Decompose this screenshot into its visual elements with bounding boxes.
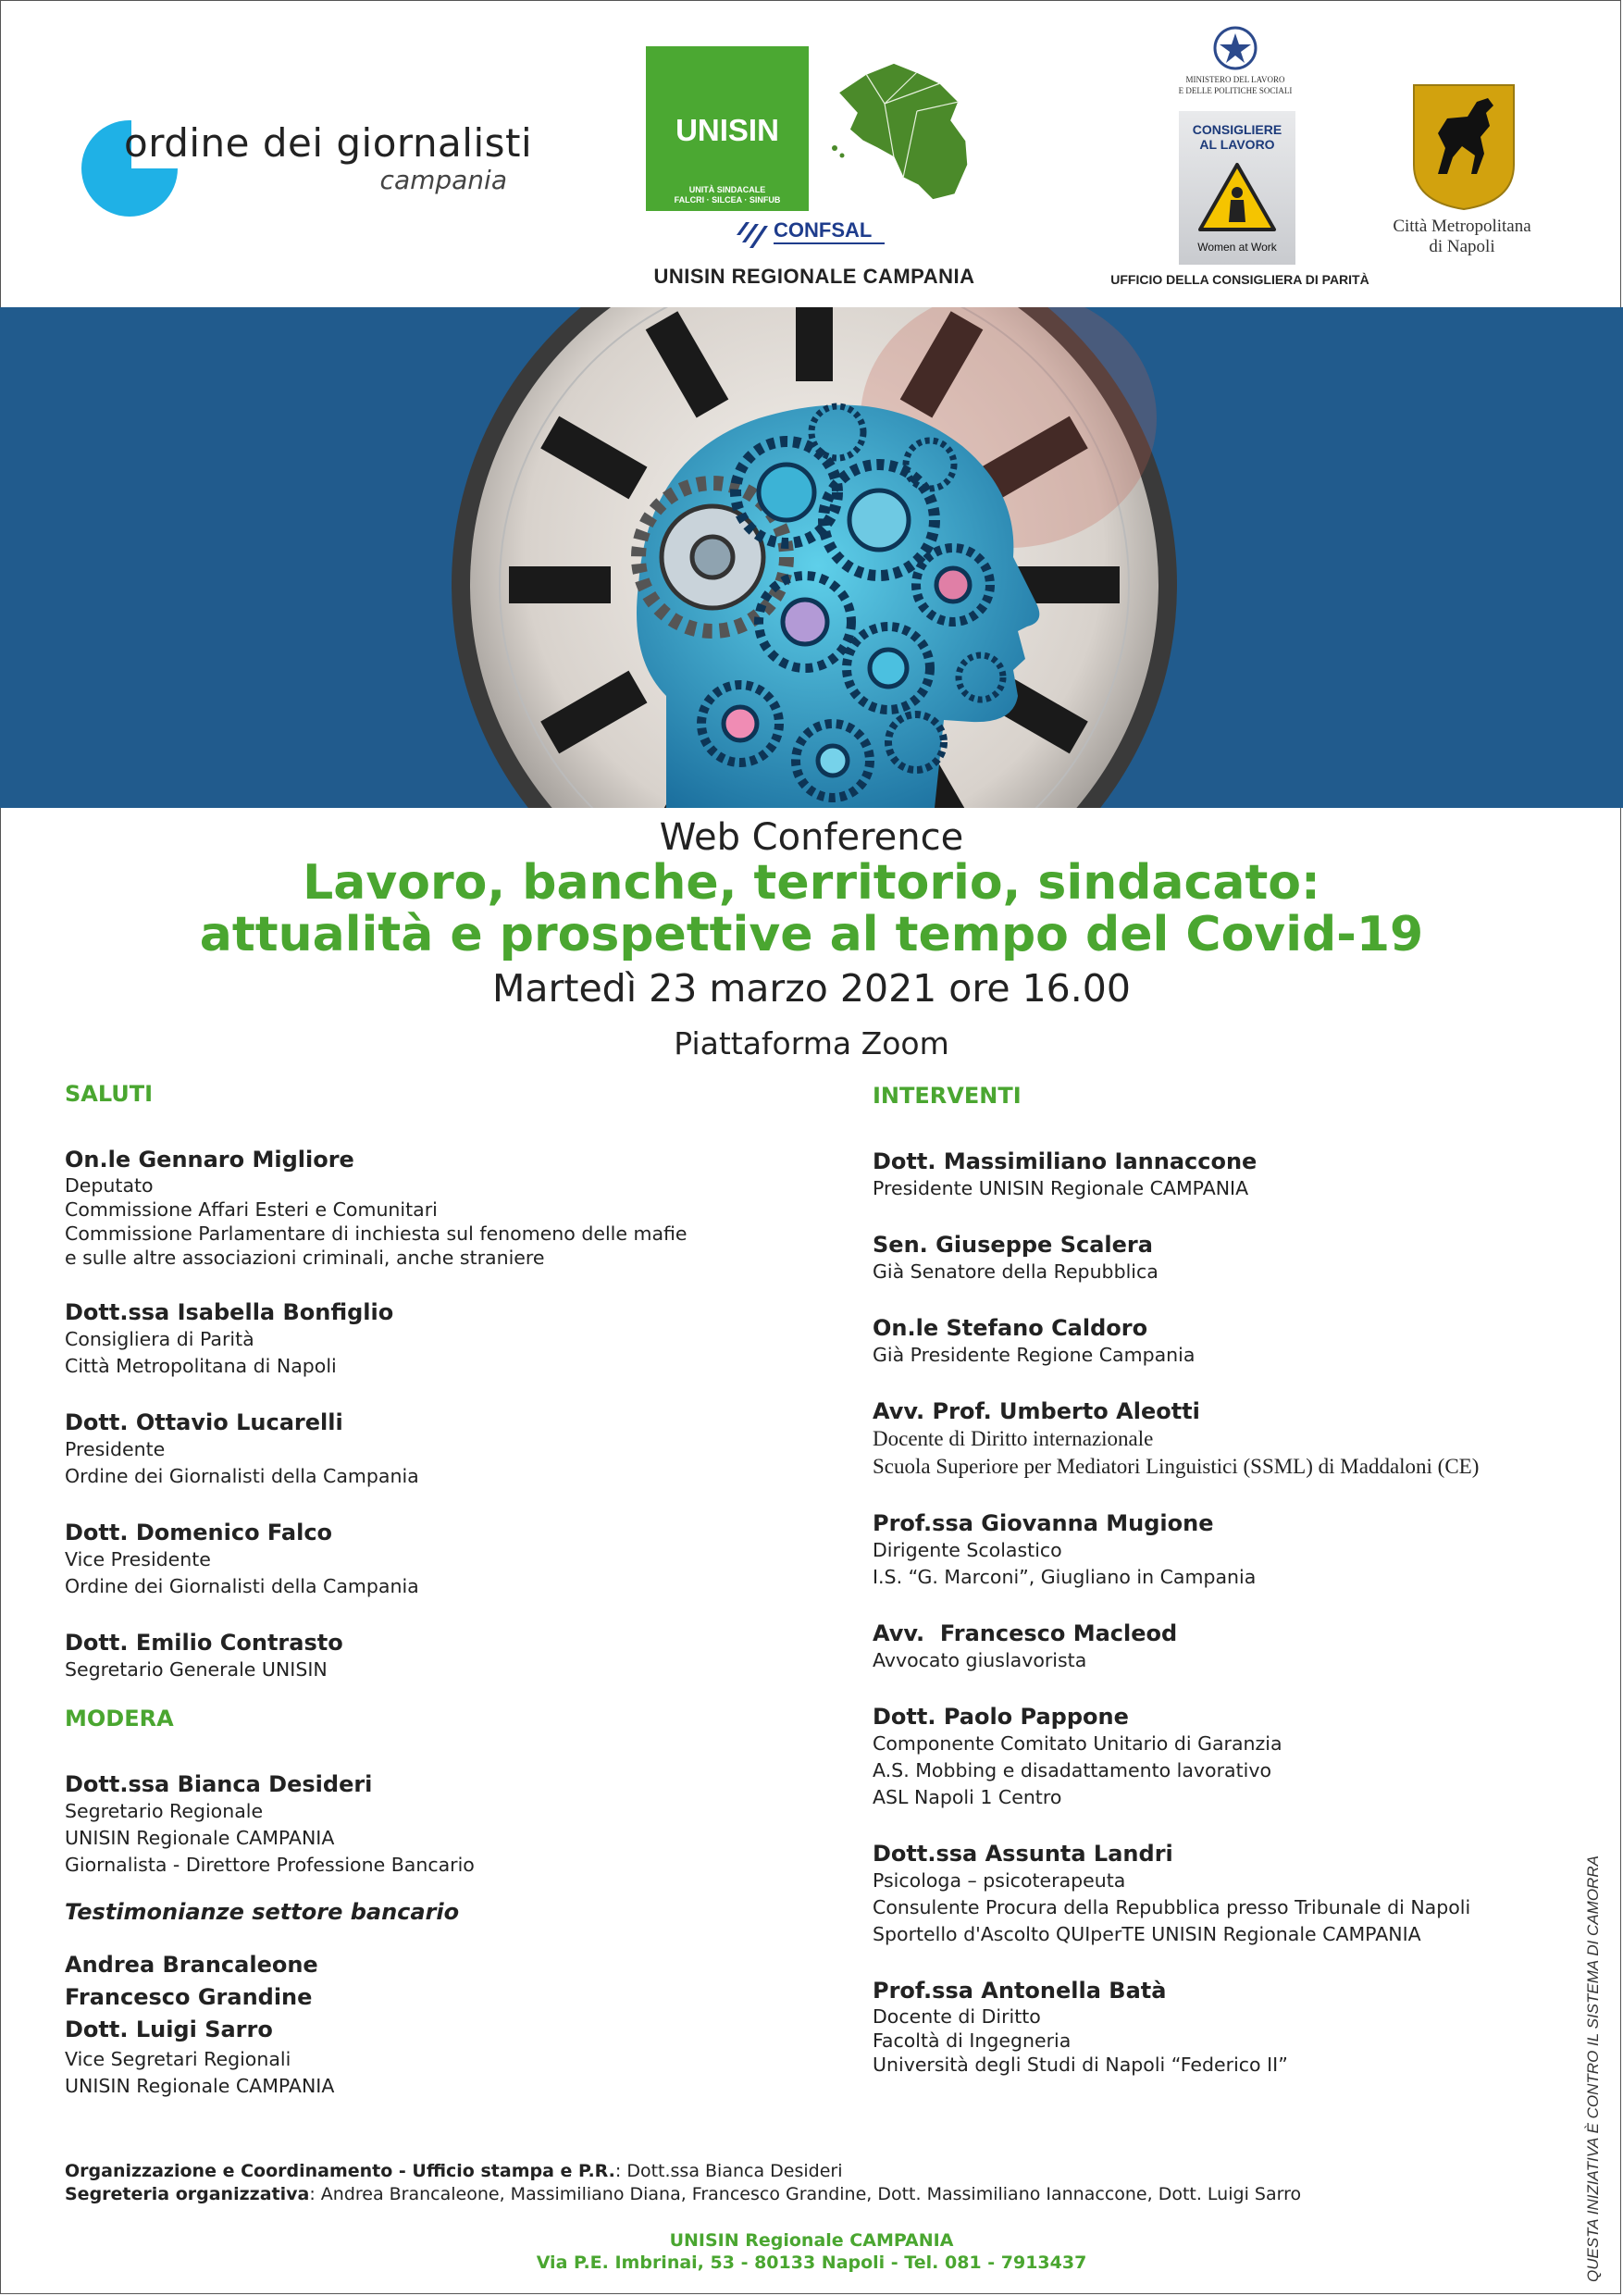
witnesses: Andrea Brancaleone Francesco Grandine Dott. Luigi Sarro Vice Segretari Regionali UNISIN Regionale CAMPANIA	[65, 1949, 768, 2100]
speaker: Prof.ssa Antonella Batà Docente di Diritto Facoltà di Ingegneria Università degli Studi di Napoli “Federico II”	[873, 1977, 1585, 2077]
odg-subtitle: campania	[379, 165, 507, 195]
speaker-name: Dott. Emilio Contrasto	[65, 1630, 343, 1656]
speaker: Dott. Ottavio Lucarelli Presidente Ordine dei Giornalisti della Campania	[65, 1409, 768, 1490]
italy-emblem-icon	[1212, 24, 1258, 74]
speaker: Dott. Paolo Pappone Componente Comitato Unitario di Garanzia A.S. Mobbing e disadattamento lavorativo ASL Napoli 1 Centro	[873, 1703, 1585, 1811]
speaker-name: Avv. Francesco Macleod	[873, 1620, 1178, 1646]
witness-name: Francesco Grandine	[65, 1984, 313, 2010]
confsal-logo	[733, 217, 890, 254]
section-interventi: INTERVENTI	[873, 1083, 1022, 1109]
conference-platform: Piattaforma Zoom	[674, 1025, 949, 1061]
speaker: On.le Stefano Caldoro Già Presidente Regione Campania	[873, 1314, 1585, 1369]
speaker: Prof.ssa Giovanna Mugione Dirigente Scolastico I.S. “G. Marconi”, Giugliano in Campania	[873, 1509, 1585, 1591]
moderator-name: Dott.ssa Bianca Desideri	[65, 1771, 373, 1797]
section-modera: MODERA	[65, 1706, 174, 1731]
left-column	[65, 1081, 768, 2128]
footer-credits	[65, 2160, 1453, 2206]
footer-secretariat-line: Segreteria organizzativa: Andrea Brancaleone, Massimiliano Diana, Francesco Grandine, Dott. Massimiliano Iannaccone, Dott. Luigi Sarro	[65, 2184, 1302, 2204]
speaker-name: Dott. Domenico Falco	[65, 1520, 333, 1545]
citta-metropolitana-label: Città Metropolitana di Napoli	[1393, 217, 1531, 256]
section-saluti: SALUTI	[65, 1081, 154, 1107]
unisin-logo	[646, 46, 809, 211]
consigliere-line-1: CONSIGLIERE	[1192, 122, 1282, 137]
footer-address: Via P.E. Imbrinai, 53 - 80133 Napoli - Tel. 081 - 7913437	[536, 2253, 1087, 2273]
speaker: On.le Gennaro Migliore Deputato Commissione Affari Esteri e Comunitari Commissione Parlamentare di inchiesta sul fenomeno delle mafie e sulle altre associazioni criminali, anche straniere	[65, 1146, 768, 1270]
speaker-name: Sen. Giuseppe Scalera	[873, 1232, 1153, 1258]
speaker-name: On.le Gennaro Migliore	[65, 1147, 354, 1173]
speaker: Sen. Giuseppe Scalera Già Senatore della Repubblica	[873, 1231, 1585, 1285]
unisin-small-2: FALCRI · SILCEA · SINFUB	[674, 195, 781, 205]
speaker: Avv. Francesco Macleod Avvocato giuslavorista	[873, 1620, 1585, 1674]
speaker-name: Prof.ssa Giovanna Mugione	[873, 1510, 1214, 1536]
odg-title: ordine dei giornalisti	[124, 120, 533, 166]
confsal-stripes-icon	[733, 217, 770, 250]
section-testimonianze: Testimonianze settore bancario	[65, 1899, 460, 1925]
ufficio-label: UFFICIO DELLA CONSIGLIERA DI PARITÀ	[1110, 272, 1369, 287]
citta-metropolitana-shield-icon	[1410, 81, 1518, 211]
consigliere-line-2: AL LAVORO	[1199, 137, 1275, 152]
consigliere-logo	[1179, 111, 1295, 265]
unisin-regionale-label: UNISIN REGIONALE CAMPANIA	[653, 265, 975, 288]
speaker: Dott. Emilio Contrasto Segretario Generale UNISIN	[65, 1629, 768, 1683]
moderator: Dott.ssa Bianca Desideri Segretario Regionale UNISIN Regionale CAMPANIA Giornalista - Direttore Professione Bancario	[65, 1770, 768, 1879]
vertical-note	[1584, 1847, 1612, 2282]
speaker-name: Dott. Ottavio Lucarelli	[65, 1409, 343, 1435]
speaker-name: Avv. Prof. Umberto Aleotti	[873, 1398, 1200, 1424]
right-column	[873, 1083, 1585, 2105]
speaker: Dott. Domenico Falco Vice Presidente Ordine dei Giornalisti della Campania	[65, 1519, 768, 1600]
speaker-name: Dott. Paolo Pappone	[873, 1704, 1129, 1730]
unisin-word: UNISIN	[675, 113, 779, 147]
hero-banner	[0, 307, 1623, 808]
title-line-1: Lavoro, banche, territorio, sindacato:	[303, 855, 1320, 911]
witness-name: Andrea Brancaleone	[65, 1952, 318, 1978]
speaker: Dott.ssa Isabella Bonfiglio Consigliera di Parità Città Metropolitana di Napoli	[65, 1298, 768, 1380]
witness-name: Dott. Luigi Sarro	[65, 2017, 273, 2042]
confsal-word: CONFSAL	[774, 218, 873, 242]
conference-title	[0, 857, 1623, 961]
speaker-name: Dott. Massimiliano Iannaccone	[873, 1148, 1258, 1174]
odg-logo	[81, 120, 533, 222]
clock-gears-head-illustration	[0, 307, 1623, 808]
conference-date: Martedì 23 marzo 2021 ore 16.00	[492, 966, 1131, 1011]
speaker: Avv. Prof. Umberto Aleotti Docente di Diritto internazionale Scuola Superiore per Mediatori Linguistici (SSML) di Maddaloni (CE)	[873, 1397, 1585, 1481]
title-line-2: attualità e prospettive al tempo del Covid-19	[199, 907, 1424, 962]
speaker: Dott.ssa Assunta Landri Psicologa – psicoterapeuta Consulente Procura della Repubblica presso Tribunale di Napoli Sportello d'Ascolto QUIperTE UNISIN Regionale CAMPANIA	[873, 1840, 1585, 1948]
speaker-name: Dott.ssa Assunta Landri	[873, 1841, 1173, 1867]
unisin-small-1: UNITÀ SINDACALE	[688, 185, 766, 194]
speaker-name: Dott.ssa Isabella Bonfiglio	[65, 1299, 394, 1325]
footer-organization-line: Organizzazione e Coordinamento - Ufficio stampa e P.R.: Dott.ssa Bianca Desideri	[65, 2161, 843, 2181]
web-conference-label: Web Conference	[659, 816, 964, 859]
footer-org-name: UNISIN Regionale CAMPANIA	[669, 2230, 954, 2251]
women-at-work-label: Women at Work	[1197, 241, 1277, 254]
ministero-label: MINISTERO DEL LAVORO E DELLE POLITICHE SOCIALI	[1178, 75, 1293, 95]
campania-map-icon	[829, 56, 977, 204]
speaker-name: On.le Stefano Caldoro	[873, 1315, 1148, 1341]
vertical-note-text: QUESTA INIZIATIVA È CONTRO IL SISTEMA DI CAMORRA	[1584, 1855, 1602, 2282]
speaker: Dott. Massimiliano Iannaccone Presidente UNISIN Regionale CAMPANIA	[873, 1148, 1585, 1202]
warning-sign-icon	[1197, 161, 1277, 235]
speaker-name: Prof.ssa Antonella Batà	[873, 1978, 1167, 2004]
